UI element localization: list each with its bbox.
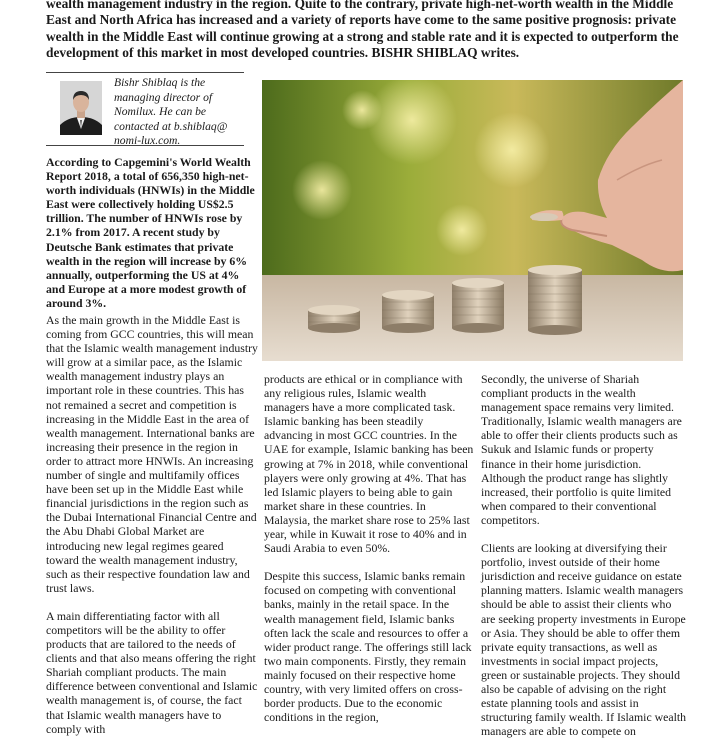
coin-stack-2: [382, 290, 434, 333]
coin-stacks-photo: [262, 80, 683, 361]
paragraph: A main differentiating factor with all competitors will be the ability to offer products that are tailored to the needs of clients and that also means offering the right Shariah compliant products. The main difference between conventional and Islamic wealth management is, of course, the fact that Islamic wealth managers have to comply with: [46, 608, 258, 736]
article-column-1: [46, 313, 258, 750]
paragraph: Clients are looking at diversifying their portfolio, invest outside of their home jurisdiction and receive guidance on estate planning matters. Islamic wealth managers should be able to assist their clients who are seeking property investments in Europe or Asia. They should be able to offer them private equity transactions, as well as investments in social impact projects, green or sustainable projects. They should also be capable of advising on the right estate planning tools and assist in structuring family wealth. If Islamic wealth managers are able to compete on: [481, 541, 687, 739]
author-photo: [60, 81, 102, 135]
author-bio-text: is the managing director of Nomilux. He can be contacted at b.shiblaq@ nomi-lux.com.: [114, 76, 228, 148]
coin-stack-3: [452, 278, 504, 333]
author-bio: [114, 76, 246, 149]
article-column-2: [264, 372, 474, 738]
author-box: [46, 72, 244, 146]
article-column-3: [481, 372, 687, 752]
coin-stack-1: [308, 305, 360, 333]
coin-stack-4: [528, 265, 582, 335]
paragraph: Despite this success, Islamic banks remain focused on competing with conventional banks, mainly in the retail space. In the wealth management field, Islamic banks often lack the scale and resources to offer a wider product range. The offerings still lack two main components. Firstly, they remain mainly focused on their respective home country, with very limited offers on cross-border products. Due to the economic conditions in the region,: [264, 569, 472, 725]
paragraph: Secondly, the universe of Shariah compliant products in the wealth management space remains very limited. Traditionally, Islamic wealth managers are able to offer their clients products such as Sukuk and Islamic funds or property finance in their home jurisdiction. Although the product range has slightly increased, their portfolio is quite limited when compared to their conventional competitors.: [481, 372, 682, 527]
author-name: Bishr Shiblaq: [114, 76, 178, 89]
lead-paragraph: According to Capgemini's World Wealth Report 2018, a total of 656,350 high-net-worth individuals (HNWIs) in the Middle East were collectively holding US$2.5 trillion. The number of HNWIs rose by 2.1% from 2017. A recent study by Deutsche Bank estimates that private wealth in the region will increase by 6% annually, outperforming the US at 4% and Europe at a more modest growth of around 3%.: [46, 155, 255, 310]
intro-paragraph: wealth management industry in the region. Quite to the contrary, private high-net-worth wealth in the Middle East and North Africa has increased and a variety of reports have come to the same positive prognosis: private wealth in the Middle East will continue growing at a strong and stable rate and it is expected to outperform the development of this market in most developed countries. BISHR SHIBLAQ writes.: [46, 0, 679, 61]
paragraph: products are ethical or in compliance with any religious rules, Islamic wealth managers have a more complicated task. Islamic banking has been steadily advancing in most GCC countries. In the UAE for example, Islamic banking has been growing at 7% in 2018, while conventional players were only growing at 4%. That has led Islamic players to being able to gain market share in these countries. In Malaysia, the market share rose to 25% last year, while in Kuwait it rose to 40% and in Saudi Arabia to even 50%.: [264, 372, 474, 556]
paragraph: As the main growth in the Middle East is coming from GCC countries, this will mean that the Islamic wealth management industry will grow at a similar pace, as the Islamic wealth management industry plays an important role in these countries. This has not remained a secret and competition is increasing in the Middle East in the area of wealth management. International banks are increasing their presence in the region in order to attract more HNWIs. An increasing number of single and multifamily offices have been set up in the Middle East while financial jurisdictions in the region such as the Dubai International Financial Centre and the Abu Dhabi Global Market are introducing new legal regimes geared toward the wealth management industry, such as their respective foundation law and trust laws.: [46, 313, 258, 595]
